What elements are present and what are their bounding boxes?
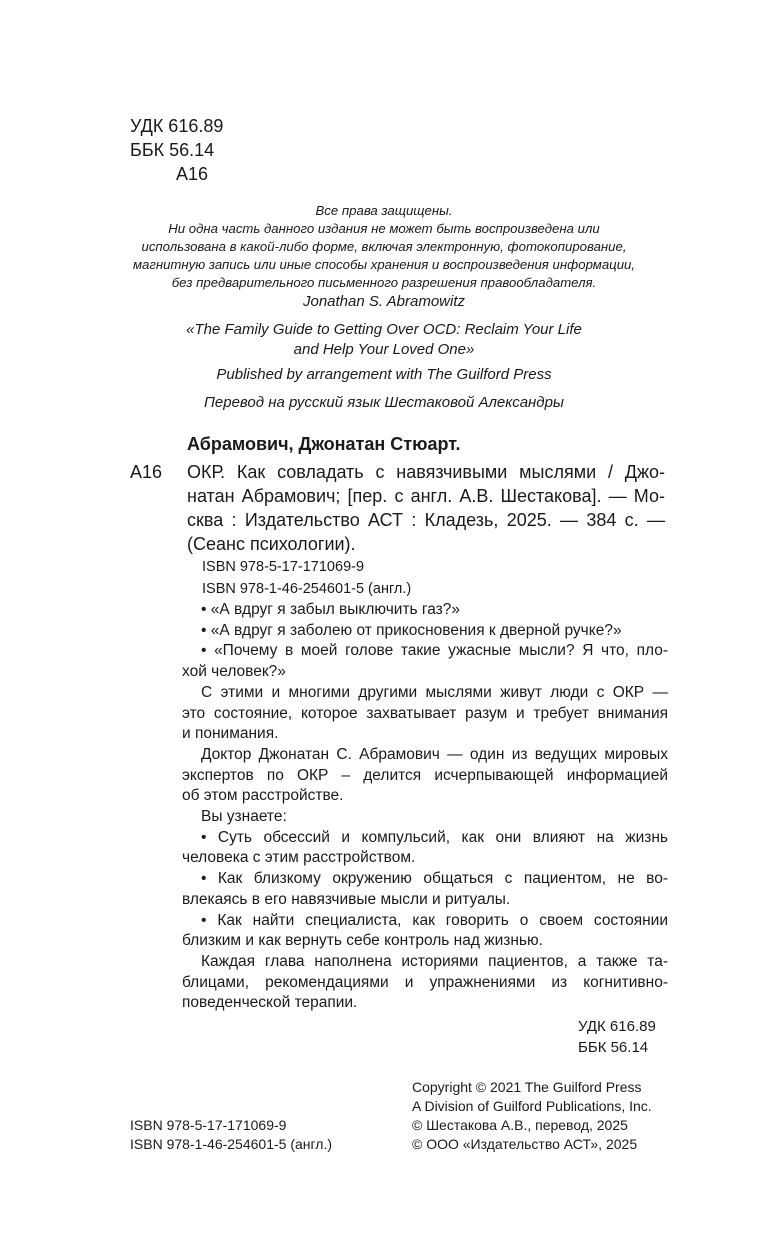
annotation-line: Каждая глава наполнена историями пациентов, а также та- xyxy=(201,952,668,970)
annotation-line: влекаясь в его навязчивые мысли и ритуалы. xyxy=(182,890,511,908)
rights-line: магнитную запись или иные способы хранения и воспроизведения информации, xyxy=(132,257,636,272)
rights-notice xyxy=(120,202,648,292)
publication-notes xyxy=(120,361,648,417)
annotation-line: блицами, рекомендациями и упражнениями из когнитивно- xyxy=(182,973,668,991)
catalog-author-sign: А16 xyxy=(130,462,163,482)
udk-code: УДК 616.89 xyxy=(130,116,224,136)
annotation-line: человека с этим расстройством. xyxy=(182,849,416,867)
copyright-line: Copyright © 2021 The Guilford Press xyxy=(412,1079,642,1095)
isbn-primary: ISBN 978-5-17-171069-9 xyxy=(202,559,365,575)
annotation-line: это состояние, которое захватывает разум и требует внимания xyxy=(182,704,668,722)
annotation-line: • Суть обсессий и компульсий, как они влияют на жизнь xyxy=(201,828,668,846)
annotation-line: • «А вдруг я забыл выключить газ?» xyxy=(201,601,461,618)
original-title-line: «The Family Guide to Getting Over OCD: Reclaim Your Life xyxy=(186,321,582,338)
annotation-line: об этом расстройстве. xyxy=(182,787,344,805)
bbk-code: ББК 56.14 xyxy=(130,140,215,160)
author-sign: А16 xyxy=(176,164,209,184)
bottom-isbn-block xyxy=(130,1116,332,1154)
annotation-line: • Как близкому окружению общаться с пациентом, не во- xyxy=(201,870,668,888)
bottom-classification-codes xyxy=(578,1016,656,1058)
annotation-line: близким и как вернуть себе контроль над жизнью. xyxy=(182,932,543,950)
bottom-bbk: ББК 56.14 xyxy=(578,1039,649,1056)
description-line: (Сеанс психологии). xyxy=(187,534,356,554)
copyright-line: A Division of Guilford Publications, Inc. xyxy=(412,1098,652,1114)
original-title-line: and Help Your Loved One» xyxy=(293,341,475,358)
copyright-line: © Шестакова А.В., перевод, 2025 xyxy=(412,1117,628,1133)
bottom-isbn-primary: ISBN 978-5-17-171069-9 xyxy=(130,1117,287,1133)
copyright-block xyxy=(412,1078,652,1154)
annotation-line: С этими и многими другими мыслями живут люди с ОКР — xyxy=(201,683,668,701)
description-line: сква : Издательство АСТ : Кладезь, 2025. — 384 с. — xyxy=(187,510,665,530)
rights-line: использована в какой-либо форме, включая электронную, фотокопирование, xyxy=(141,239,627,254)
annotation-line: и понимания. xyxy=(182,725,279,743)
catalog-author: Абрамович, Джонатан Стюарт. xyxy=(187,434,461,454)
catalog-description xyxy=(187,460,665,556)
original-edition xyxy=(120,292,648,360)
arrangement-note: Published by arrangement with The Guilford Press xyxy=(216,366,552,383)
annotation xyxy=(182,600,668,1014)
rights-line: Ни одна часть данного издания не может быть воспроизведена или xyxy=(168,221,600,236)
description-line: ОКР. Как совладать с навязчивыми мыслями / Джо- xyxy=(187,462,665,482)
description-line: натан Абрамович; [пер. с англ. А.В. Шестакова]. — Мо- xyxy=(187,486,665,506)
annotation-line: хой человек?» xyxy=(182,663,286,681)
isbn-english: ISBN 978-1-46-254601-5 (англ.) xyxy=(202,581,412,597)
bottom-udk: УДК 616.89 xyxy=(578,1018,656,1035)
bottom-isbn-english: ISBN 978-1-46-254601-5 (англ.) xyxy=(130,1136,333,1152)
rights-line: без предварительного письменного разрешения правообладателя. xyxy=(171,275,597,290)
rights-line: Все права защищены. xyxy=(315,203,453,218)
annotation-line: экспертов по ОКР – делится исчерпывающей информацией xyxy=(182,766,668,784)
annotation-line: Доктор Джонатан С. Абрамович — один из ведущих мировых xyxy=(201,745,668,763)
translation-note: Перевод на русский язык Шестаковой Александры xyxy=(204,394,564,411)
annotation-line: поведенческой терапии. xyxy=(182,994,358,1012)
annotation-line: • Как найти специалиста, как говорить о своем состоянии xyxy=(201,911,668,929)
copyright-line: © ООО «Издательство АСТ», 2025 xyxy=(412,1136,638,1152)
classification-codes xyxy=(130,114,223,186)
catalog-isbns xyxy=(202,556,411,600)
annotation-line: • «А вдруг я заболею от прикосновения к дверной ручке?» xyxy=(201,621,622,639)
annotation-line: • «Почему в моей голове такие ужасные мысли? Я что, пло- xyxy=(201,642,668,660)
annotation-line: Вы узнаете: xyxy=(201,808,287,826)
original-author: Jonathan S. Abramowitz xyxy=(302,293,466,310)
